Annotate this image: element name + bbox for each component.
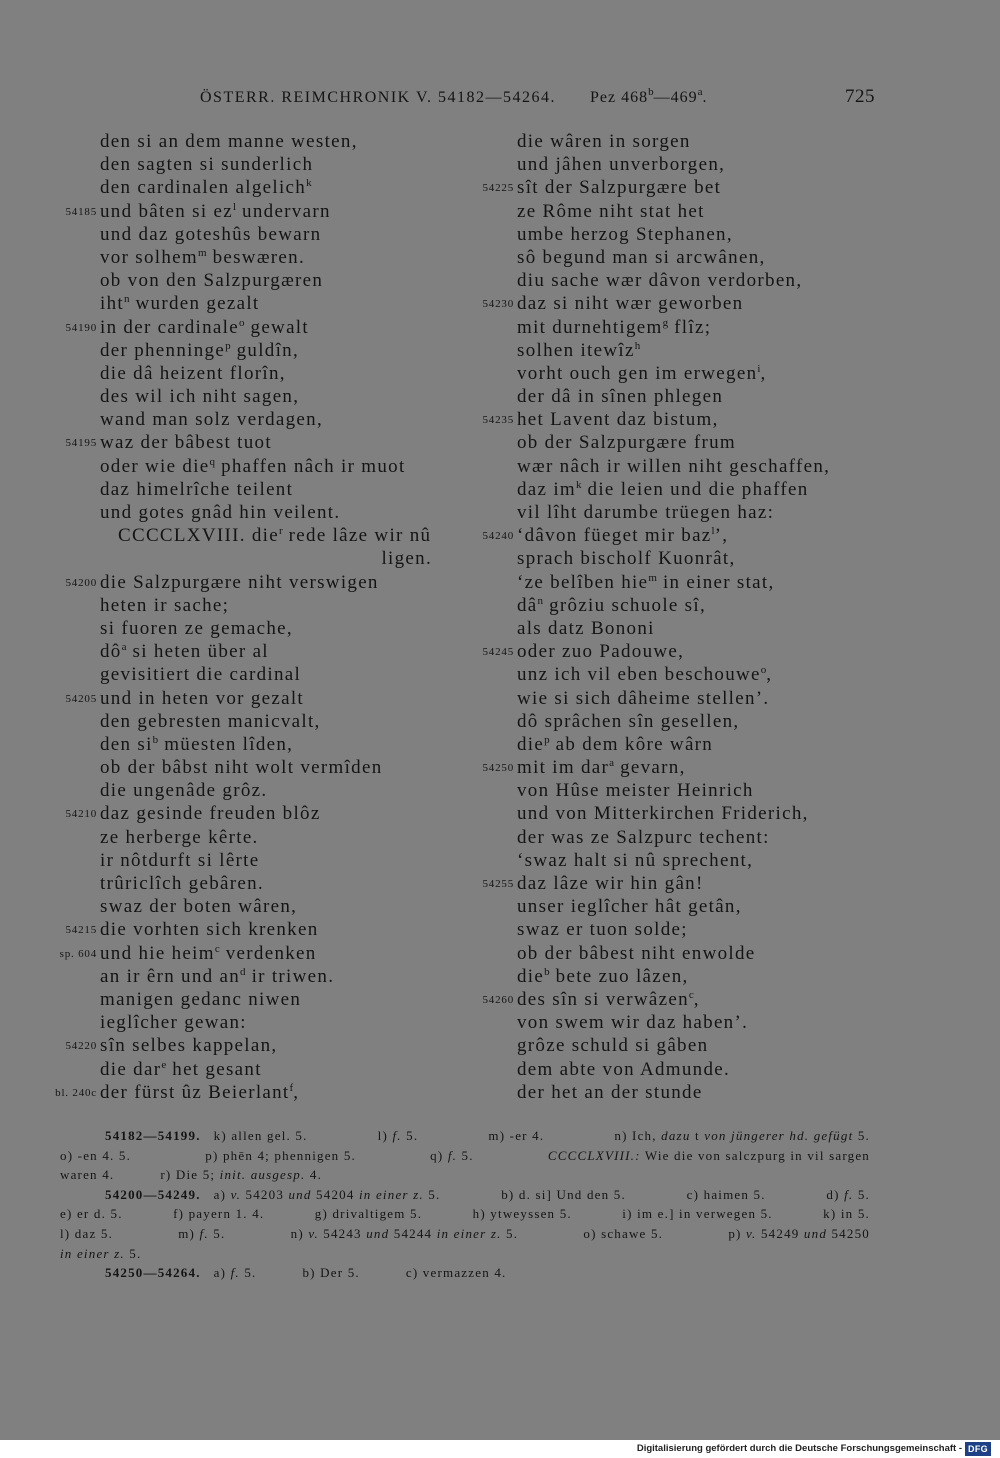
verse-line [480,988,980,1011]
line-number: 54215 [65,924,97,937]
footnote-item: n) v. 54243 und 54244 in einer z. 5. [290,1225,519,1241]
verse-line [480,895,980,918]
verse-text: als datz Bononi [517,617,655,639]
footnote-marker: l [711,525,715,538]
verse-line [0,362,480,385]
verse-text: ob von den Salzpurgæren [100,270,324,292]
footnote-marker: a [121,641,127,654]
footnote-line [60,1185,870,1205]
footnote-item: 54200—54249. a) v. 54203 und 54204 in einer z. 5. [105,1186,441,1202]
verse-line [0,524,480,547]
footnote-item: in einer z. 5. [60,1245,142,1261]
verse-text: der het an der stunde [517,1081,703,1103]
verse-text: den sagten si sunderlich [100,154,314,176]
verse-text: und hie heim$^c$ verdenken [100,942,317,964]
footnote-range: 54250—54264. [105,1265,201,1281]
line-number: 54200 [65,576,97,589]
dfg-logo-icon[interactable]: DFG [965,1442,991,1456]
verse-line [0,918,480,941]
verse-text: ‘ze belîben hie$^m$ in einer stat, [517,571,775,593]
right-column [480,130,980,1104]
verse-text: ob der bâbest niht enwolde [517,942,756,964]
verse-line [0,153,480,176]
footnote-item: l) daz 5. [60,1225,114,1241]
footnote-range: 54182—54199. [105,1128,201,1143]
footnote-line [60,1224,870,1244]
verse-line [480,362,980,385]
footnote-marker: g [662,316,669,329]
verse-text: und bâten si $ez^l$ undervarn [100,200,331,222]
verse-line [0,988,480,1011]
verse-text: CCCCLXVIII. die$^r$ rede lâze wir nû [118,525,432,547]
verse-line [480,849,980,872]
verse-line [480,385,980,408]
verse-text: und in heten vor gezalt [100,687,305,709]
verse-line [0,756,480,779]
line-number: 54225 [482,182,514,195]
line-number: 54235 [482,414,514,427]
verse-line [480,316,980,339]
verse-line [480,455,980,478]
footnote-line [60,1204,870,1224]
verse-line [0,431,480,454]
verse-text: manigen gedanc niwen [100,988,302,1010]
footnotes [60,1126,870,1283]
verse-line [480,1034,980,1057]
footnote-item: m) f. 5. [178,1225,226,1241]
verse-line [480,1011,980,1034]
verse-line [480,524,980,547]
verse-text: ‘swaz halt si nû sprechent, [517,849,754,871]
verse-text: und jâhen unverborgen, [517,154,726,176]
verse-line [480,269,980,292]
verse-text: ze herberge kêrte. [100,826,259,848]
page-number: 725 [845,86,875,107]
verse-text: dem abte von Admunde. [517,1058,731,1080]
footnote-marker: q [209,455,216,468]
verse-text: vor solhem$^m$ beswæren. [100,246,306,268]
verse-line [480,687,980,710]
verse-line [0,733,480,756]
verse-line [480,339,980,362]
verse-text: sprach bischolf Kuonrât, [517,548,736,570]
verse-text: sît der Salzpurgære bet [517,177,722,199]
verse-text: diu sache wær dâvon verdorben, [517,270,803,292]
verse-line [480,1081,980,1104]
verse-line [480,663,980,686]
verse-text: mit durnehtigem$^g$ flîz; [517,316,712,338]
italic-text: v. [308,1225,319,1241]
footnote-marker: b [152,733,159,746]
verse-text: die vorhten sich krenken [100,919,319,941]
verse-line [0,687,480,710]
italic-text: CCCCLXVIII.: [547,1147,641,1163]
verse-text: vorht ouch gen im erwegen$^i$, [517,362,767,384]
verse-line [0,965,480,988]
verse-text: oder wie die$^q$ phaffen nâch ir muot [100,455,406,477]
verse-text: iht$^n$ wurden gezalt [100,293,260,315]
verse-text: wie si sich dâheime stellen’. [517,687,770,709]
footnote-item: c) vermazzen 4. [405,1265,507,1281]
verse-line [0,408,480,431]
footnote-item: b) Der 5. [302,1265,360,1281]
footnote-item: o) -en 4. 5. [60,1147,132,1163]
verse-line [480,408,980,431]
verse-text: trûriclîch gebâren. [100,873,264,894]
verse-text: die$^b$ bete zuo lâzen, [517,965,689,987]
italic-text: f. [199,1225,209,1241]
verse-line [0,849,480,872]
verse-line [480,594,980,617]
italic-text: v. [230,1186,242,1202]
verse-text: und gotes gnâd hin veilent. [100,502,341,523]
footnote-marker: f [289,1081,294,1094]
italic-text: f. [844,1186,854,1202]
verse-line [0,269,480,292]
verse-text: unser ieglîcher hât getân, [517,896,742,918]
verse-line [0,710,480,733]
verse-line [480,733,980,756]
verse-text: ir nôtdurft si lêrte [100,849,260,871]
footnote-item: q) f. 5. [430,1147,474,1163]
italic-text: v. [746,1225,757,1241]
verse-line [0,455,480,478]
footnote-line [60,1244,870,1264]
verse-text: het Lavent daz bistum, [517,409,719,431]
verse-text: heten ir sache; [100,594,230,616]
italic-text: init. ausgesp. [219,1167,306,1183]
footnote-marker: o [238,316,245,329]
verse-text: wær nâch ir willen niht geschaffen, [517,455,831,477]
verse-line [480,802,980,825]
italic-text: f. [230,1265,240,1281]
verse-line [480,710,980,733]
footnote-item: h) ytweyssen 5. [472,1206,572,1222]
pez-reference: Pez 468$^b$—469$^a$. [590,86,708,106]
verse-line [0,339,480,362]
verse-text: mit im dar$^a$ gevarn, [517,757,686,779]
footnote-line [60,1146,870,1166]
verse-text: daz himelrîche teilent [100,478,294,500]
verse-line [0,594,480,617]
verse-line [0,200,480,223]
verse-text: sô begund man si arcwânen, [517,246,766,268]
verse-text: die Salzpurgære niht verswigen [100,571,379,593]
verse-line [0,316,480,339]
verse-text: den gebresten manicvalt, [100,710,321,732]
footnote-item: o) schawe 5. [583,1225,664,1241]
italic-text: und [366,1225,390,1241]
verse-line [480,501,980,524]
left-column [0,130,480,1104]
verse-line [480,1058,980,1081]
verse-text: den $si^b$ müesten lîden, [100,733,294,755]
verse-line [0,385,480,408]
footnote-item: d) f. 5. [826,1186,870,1202]
verse-line [480,292,980,315]
footnote-item: b) d. si] Und den 5. [501,1186,626,1202]
footnote-marker: b [544,965,550,978]
verse-text: daz si niht wær geworben [517,293,744,315]
verse-line [480,547,980,570]
verse-text: der was ze Salzpurc techent: [517,826,770,848]
verse-line [0,478,480,501]
verse-line [480,756,980,779]
verse-text: in der cardinale$^o$ gewalt [100,316,309,338]
verse-line [0,802,480,825]
verse-text: ieglîcher gewan: [100,1012,247,1034]
verse-text: dô sprâchen sîn gesellen, [517,710,740,732]
footnote-marker: a [609,757,615,770]
verse-text: waz der bâbest tuot [100,432,272,454]
line-number: 54220 [65,1040,97,1053]
verse-line [480,640,980,663]
verse-line [0,895,480,918]
verse-text: solhen itewîz$^h$ [517,339,641,361]
verse-line [0,1081,480,1104]
verse-text: daz lâze wir hin gân! [517,873,704,894]
verse-line [480,779,980,802]
verse-line [480,246,980,269]
footnote-marker: a [697,86,703,98]
footnote-line [60,1165,870,1185]
verse-text: des sîn si verwâzen$^c$, [517,988,700,1010]
italic-text: und [288,1186,312,1202]
footnote-item: l) f. 5. [377,1128,419,1143]
footnote-marker: n [123,293,130,306]
verse-line [480,153,980,176]
verse-line [0,246,480,269]
footnote-marker: k [306,177,312,190]
verse-line [480,826,980,849]
footnote-marker: c [214,942,220,955]
verse-line [0,176,480,199]
line-number: 54230 [482,298,514,311]
footnote-marker: d [240,965,246,978]
verse-line [0,547,480,570]
verse-line [480,872,980,895]
viewer-footer [0,1440,1000,1458]
verse-text: daz $im^k$ die leien und die phaffen [517,478,809,500]
italic-text: von jüngerer hd. gefügt [704,1128,854,1143]
verse-line [480,617,980,640]
verse-text: ob der bâbst niht wolt vermîden [100,757,383,779]
verse-text: gevisitiert die cardinal [100,664,302,686]
verse-text: die wâren in sorgen [517,131,691,152]
verse-text: der dâ in sînen phlegen [517,386,724,408]
footnote-marker: i [757,362,761,375]
italic-text: dazu [661,1128,691,1143]
footnote-item: p) phēn 4; phennigen 5. [205,1147,356,1163]
footnote-marker: n [537,594,544,607]
verse-text: swaz er tuon solde; [517,919,688,941]
italic-text: in einer z. [436,1225,502,1241]
verse-line [0,1034,480,1057]
line-number: 54240 [482,530,514,543]
verse-text: den cardinalen algelich$^k$ [100,177,312,199]
footnote-item: r) Die 5; init. ausgesp. 4. [160,1167,323,1183]
line-number: 54205 [65,692,97,705]
verse-text: oder zuo Padouwe, [517,641,685,663]
footnote-line [60,1126,870,1146]
verse-line [480,176,980,199]
verse-line [480,130,980,153]
line-number: 54245 [482,646,514,659]
footnote-marker: r [278,525,283,538]
verse-line [0,779,480,802]
verse-text: von swem wir daz haben’. [517,1012,749,1034]
verse-line [0,571,480,594]
footnote-marker: l [232,200,236,213]
verse-text: swaz der boten wâren, [100,896,298,918]
verse-text: umbe herzog Stephanen, [517,223,733,245]
italic-text: und [803,1225,828,1241]
margin-note: bl. 240c [55,1086,97,1099]
verse-text: ze Rôme niht stat het [517,200,705,222]
verse-text: die$^p$ ab dem kôre wârn [517,733,714,755]
footnote-marker: e [161,1058,167,1071]
footnote-item: m) -er 4. [488,1128,545,1143]
verse-line [0,1058,480,1081]
verse-line [0,292,480,315]
verse-line [480,918,980,941]
verse-line [0,1011,480,1034]
verse-line [480,478,980,501]
footnote-item: 54182—54199. k) allen gel. 5. [105,1128,308,1143]
footnote-marker: p [225,339,231,352]
verse-text: $dô^a$ si heten über al [100,641,269,663]
verse-line [480,223,980,246]
footnote-range: 54200—54249. [105,1186,201,1202]
verse-text: der phenninge$^p$ guldîn, [100,339,300,361]
italic-text: in einer z. [60,1245,125,1261]
verse-text: von Hûse meister Heinrich [517,780,754,802]
verse-line [480,200,980,223]
verse-text: die ungenâde grôz. [100,780,268,802]
footnote-item: 54250—54264. a) f. 5. [105,1265,257,1281]
footnote-marker: h [634,339,641,352]
footnote-item: c) haimen 5. [686,1186,766,1202]
line-number: 54210 [65,808,97,821]
verse-line [480,571,980,594]
footnote-marker: m [197,246,207,259]
verse-line [0,872,480,895]
funding-credit: Digitalisierung gefördert durch die Deutsche Forschungsgemeinschaft - [636,1443,962,1454]
footnote-item: waren 4. [60,1167,115,1183]
verse-line [480,965,980,988]
verse-line [480,431,980,454]
running-title: ÖSTERR. REIMCHRONIK V. 54182—54264. [200,89,556,106]
verse-line [0,640,480,663]
line-number: 54260 [482,993,514,1006]
footnote-marker: c [688,988,694,1001]
verse-line [0,617,480,640]
verse-text: die dâ heizent florîn, [100,362,286,384]
footnote-item: g) drivaltigem 5. [314,1206,423,1222]
margin-note: sp. 604 [59,947,97,960]
verse-text: an ir êrn und $an^d$ ir triwen. [100,965,335,987]
verse-text: unz ich vil eben beschouwe$^o$, [517,664,773,686]
italic-text: f. [447,1147,458,1163]
verse-text: ligen. [381,548,432,570]
footnote-marker: m [648,571,657,584]
italic-text: in einer z. [359,1186,424,1202]
footnote-marker: p [544,733,550,746]
verse-text: des wil ich niht sagen, [100,386,300,408]
verse-text: den si an dem manne westen, [100,131,358,152]
verse-text: und von Mitterkirchen Friderich, [517,803,809,825]
italic-text: f. [392,1128,402,1143]
verse-text: die dar$^e$ het gesant [100,1058,262,1080]
verse-line [0,130,480,153]
line-number: 54255 [482,878,514,890]
verse-line [480,942,980,965]
verse-text: daz gesinde freuden blôz [100,803,321,825]
footnote-item: CCCCLXVIII.: Wie die von salczpurg in vil sargen [547,1147,870,1163]
verse-text: $dâ^n$ grôziu schuole sî, [517,594,706,616]
verse-text: wand man solz verdagen, [100,409,323,431]
line-number: 54190 [65,321,97,334]
footnote-item: e) er d. 5. [60,1206,123,1222]
verse-text: der fürst ûz Beierlant$^f$, [100,1081,300,1103]
line-number: 54195 [65,437,97,450]
verse-text: und daz goteshûs bewarn [100,223,322,245]
line-number: 54250 [482,762,514,775]
footnote-line [60,1263,870,1283]
verse-text: ob der Salzpurgære frum [517,432,736,454]
verse-line [0,942,480,965]
verse-line [0,826,480,849]
footnote-item: n) Ich, dazu t von jüngerer hd. gefügt 5. [614,1128,870,1143]
footnote-marker: k [575,478,582,491]
footnote-marker: b [648,86,654,98]
footnote-item: i) im e.] in verwegen 5. [622,1206,773,1222]
verse-text: si fuoren ze gemache, [100,617,293,639]
footnote-item: p) v. 54249 und 54250 [728,1225,870,1241]
verse-text: sîn selbes kappelan, [100,1035,278,1057]
footnote-marker: o [760,664,767,677]
footnote-item: f) payern 1. 4. [173,1206,265,1222]
verse-text: vil lîht darumbe trüegen haz: [517,502,775,523]
verse-line [0,663,480,686]
verse-text: grôze schuld si gâben [517,1035,709,1057]
verse-line [0,501,480,524]
verse-text: ‘dâvon füeget mir baz$^l$’, [517,525,729,547]
line-number: 54185 [65,205,97,218]
verse-line [0,223,480,246]
footnote-item: k) in 5. [823,1206,870,1222]
